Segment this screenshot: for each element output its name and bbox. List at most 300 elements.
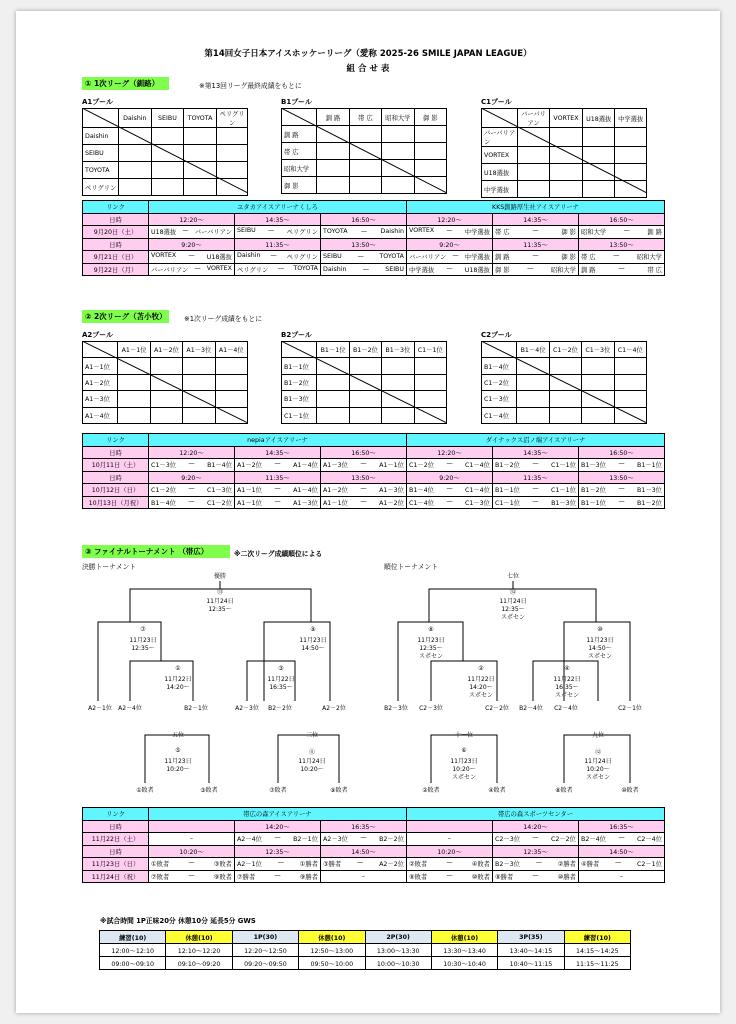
home-team: VORTEX [409,227,435,235]
game-time: 11:35～ [493,238,579,251]
vs-dash: — [194,264,201,272]
home-team: Daishin [237,252,261,260]
game-date: 11月24日 [206,598,234,605]
pool-row-team: A1－3位 [83,391,118,407]
pool-row-team: 御 影 [282,177,317,194]
pool-col-team: C1－3位 [582,342,614,358]
vs-dash: — [362,265,369,273]
away-team: ③敗者 [213,861,232,869]
vs-dash: — [357,859,364,867]
period-time: 14:15～14:25 [564,944,630,957]
rink-header: リンク [83,201,149,214]
bracket-entry: B2－1位 [184,705,208,712]
pool-name: B2プール [281,331,312,339]
pool-col-team: C1－1位 [414,342,446,358]
period-header: 休憩(10) [431,931,497,944]
vs-dash: — [188,252,195,260]
vs-dash: — [188,859,195,867]
pool-col-team: A1－2位 [150,342,182,358]
game-venue: スポセン [451,774,476,781]
game-cell [493,833,579,846]
away-team: バーバリアン [194,229,232,237]
pool-row-team: 昭和大学 [282,160,317,177]
home-team: C1－2位 [409,462,435,470]
home-team: B1－1位 [495,487,520,495]
bracket-entry: A2－2位 [322,705,346,712]
period-header: 休憩(10) [299,931,365,944]
date-header: 日時 [83,845,149,858]
vs-dash: — [277,859,284,867]
game-cell [579,833,665,846]
place-label: 三位 [305,732,318,739]
vs-dash: — [618,497,625,505]
game-cell [149,870,235,883]
home-team: ⑧勝者 [495,873,514,881]
vs-dash: — [188,460,195,468]
away-team: ②勝者 [557,861,576,869]
doc-title: 第14回女子日本アイスホッケーリーグ（愛称 2025-26 SMILE JAPAN LEAGUE） [204,49,532,59]
vs-dash: — [618,264,625,272]
pool-col-team: A1－3位 [183,342,215,358]
vs-dash: — [446,497,453,505]
game-time: 9:20～ [407,238,493,251]
bracket-entry: A2－3位 [235,705,259,712]
home-team: ②敗者 [409,861,428,869]
home-team: C1－3位 [151,462,177,470]
game-venue: スポセン [587,653,612,660]
pool-row-team: B1－4位 [482,358,517,374]
away-team: TOYOTA [379,253,404,261]
game-time: 11:35～ [235,471,321,484]
away-team: A2－2位 [379,861,404,869]
vs-dash: — [274,871,281,879]
venue-name: KKS釧路厚生社アイスアリーナ [407,201,665,214]
game-date: 10月12日（日） [83,484,149,497]
vs-dash: — [446,871,453,879]
away-team: A1－3位 [379,487,404,495]
away-team: A1－2位 [379,499,404,507]
game-number: ⑦ [140,626,146,633]
pool-row-team: VORTEX [482,147,518,164]
away-team: C2－2位 [550,836,576,844]
period-time: 09:20～09:50 [232,957,298,970]
pool-col-team: C1－2位 [549,342,581,358]
game-time: 12:35～ [493,845,579,858]
vs-dash: — [532,460,539,468]
pool-col-team: 昭和大学 [382,109,414,126]
vs-dash: — [268,227,275,235]
game-number: ④ [564,665,570,672]
game-time: 10:20～ [586,766,610,773]
pool-col-team: TOYOTA [184,109,217,128]
away-team: A1－3位 [293,499,318,507]
away-team: 中学選抜 [464,254,490,262]
game-cell [579,858,665,871]
home-team: A2－4位 [237,836,262,844]
period-time: 11:15～11:25 [564,957,630,970]
vs-dash: — [277,264,285,272]
section-2-note: ※1次リーグ成績をもとに [184,315,262,323]
pool-row-team: C1－3位 [482,391,517,407]
section-2-label: ② 2次リーグ（苫小牧） [82,310,169,323]
game-time: 11:35～ [235,238,321,251]
game-date: 11月23日（日） [83,858,149,871]
game-date: 11月24日 [584,758,612,765]
place-label: 十一位 [454,732,473,739]
home-team: ⑦勝者 [237,873,256,881]
game-cell: – [149,833,235,846]
period-time: 09:00～09:10 [100,957,166,970]
home-team: Daishin [323,265,347,273]
vs-dash: — [446,460,453,468]
pool-col-team: 帯 広 [349,109,381,126]
pool-row-team: C1－2位 [482,374,517,390]
game-number: ⑭ [509,589,516,596]
pool-col-team: VORTEX [549,109,582,128]
game-time: 14:35～ [235,446,321,459]
game-date: 11月23日 [129,637,157,644]
game-date: 11月24日 [298,758,326,765]
vs-dash: — [188,871,195,879]
game-time: 16:50～ [579,446,665,459]
game-time: 12:20～ [149,446,235,459]
vs-dash: — [360,485,367,493]
period-header: 練習(10) [100,931,166,944]
home-team: C1－4位 [409,499,435,507]
home-team: U18選抜 [151,229,177,237]
period-header: 1P(30) [232,931,298,944]
game-date: 10月11日（土） [83,459,149,472]
pool-row-team: B1－1位 [282,358,317,374]
game-time: 12:20～ [149,213,235,226]
home-team: 釧 路 [581,266,596,274]
away-team: ペリグリン [286,229,318,237]
vs-dash: — [618,485,625,493]
game-venue: スポセン [500,614,525,621]
home-team: ③勝者 [323,861,342,869]
game-time: 16:50～ [321,213,407,226]
home-team: A1－1位 [237,487,262,495]
vs-dash: — [188,485,195,493]
period-time: 09:10～09:20 [166,957,232,970]
away-team: 中学選抜 [464,229,490,237]
away-team: A1－1位 [379,462,404,470]
game-cell [407,858,493,871]
home-team: A1－2位 [237,462,262,470]
home-team: バーバリアン [151,266,189,274]
empty-time [407,820,493,833]
empty-time [149,820,235,833]
away-team: ⑩敗者 [471,873,490,881]
game-number: ⑬ [216,589,223,596]
game-date: 11月22日 [553,676,581,683]
home-team: B2－4位 [581,836,606,844]
pool-col-team: 御 影 [414,109,446,126]
period-time: 12:50～13:00 [299,944,365,957]
game-cell [235,858,321,871]
game-time: 13:50～ [579,471,665,484]
game-time: 14:35～ [235,213,321,226]
pool-row-team: A1－2位 [83,374,118,390]
home-team: B1－4位 [409,487,434,495]
game-time: 12:35～ [208,606,232,613]
game-time: 10:20～ [452,766,476,773]
section-1-label: ① 1次リーグ（釧路） [82,77,169,90]
rink-header: リンク [83,808,149,821]
pool-name: C2プール [481,331,512,339]
away-team: C1－4位 [464,462,490,470]
venue-name: 帯広の森アイスアリーナ [149,808,407,821]
bracket-entry: C2－1位 [618,705,642,712]
pool-row-team: C1－1位 [282,407,317,423]
vs-dash: — [613,252,620,260]
home-team: SEIBU [323,253,342,261]
period-time: 09:50～10:00 [299,957,365,970]
pool-col-team: 釧 路 [317,109,349,126]
game-cell [321,833,407,846]
away-team: ①勝者 [299,861,318,869]
period-time: 10:40～11:15 [498,957,564,970]
away-team: A1－4位 [293,462,318,470]
pool-row-team: 中学選抜 [482,181,518,198]
vs-dash: — [532,497,539,505]
game-number: ⑪ [308,749,315,756]
vs-dash: — [274,460,281,468]
place-label: 優勝 [213,573,226,580]
home-team: A2－1位 [237,861,262,869]
away-team: B1－4位 [207,462,232,470]
game-time: 14:20～ [166,684,190,691]
home-team: バーバリアン [409,254,447,262]
doc-subtitle: 組 合 せ 表 [346,64,390,74]
game-time: 14:20～ [493,820,579,833]
vs-dash: — [446,227,453,235]
home-team: ①敗者 [151,861,170,869]
home-team: 帯 広 [581,254,596,262]
away-team: C1－3位 [206,487,232,495]
away-team: C1－3位 [464,499,490,507]
home-team: ⑦敗者 [151,873,170,881]
vs-dash: — [360,460,367,468]
game-time: 10:20～ [300,766,324,773]
game-date: 11月24日（祝） [83,870,149,883]
game-venue: スポセン [468,692,493,699]
away-team: B1－1位 [637,462,662,470]
bracket-entry: C2－4位 [554,705,578,712]
vs-dash: — [527,264,534,272]
vs-dash: — [446,264,453,272]
game-date: 9月22日（月） [83,263,149,276]
away-team: ④敗者 [471,861,490,869]
game-time: 16:50～ [579,213,665,226]
home-team: B1－2位 [495,462,520,470]
date-header: 日時 [83,238,149,251]
home-team: B1－1位 [581,499,606,507]
home-team: B1－4位 [151,499,176,507]
vs-dash: — [614,859,622,867]
home-team: B1－3位 [581,462,606,470]
vs-dash: — [623,227,630,235]
vs-dash: — [532,227,539,235]
bracket-entry: ②敗者 [422,787,440,794]
home-team: TOYOTA [323,228,348,236]
game-time: 14:50～ [579,845,665,858]
game-time: 10:20～ [407,845,493,858]
game-time: 9:20～ [149,471,235,484]
bracket-entry: ⑩敗者 [621,787,639,794]
game-venue: スポセン [585,774,610,781]
game-time: 12:35～ [419,645,443,652]
venue-name: ユタカアイスアリーナくしろ [149,201,407,214]
game-cell [493,870,579,883]
bracket-entry: ④敗者 [488,787,506,794]
pool-col-team: B1－3位 [382,342,414,358]
bracket-entry: B2－2位 [268,705,292,712]
pool-col-team: A1－4位 [215,342,247,358]
game-time: 16:35～ [555,684,579,691]
away-team: U18選抜 [206,254,232,262]
vs-dash: — [532,252,539,260]
home-team: C1－2位 [151,487,177,495]
game-date: 11月23日 [450,758,478,765]
game-time: 14:35～ [493,213,579,226]
away-team: 帯 広 [647,266,662,274]
away-team: ⑩勝者 [557,873,576,881]
vs-dash: — [532,871,539,879]
section-1-note: ※第13回リーグ最終成績をもとに [199,82,302,90]
home-team: A1－3位 [323,462,348,470]
game-time: 13:50～ [579,238,665,251]
game-time: 12:20～ [407,213,493,226]
pool-row-team: 帯 広 [282,143,317,160]
vs-dash: — [360,228,368,236]
period-time: 13:30～13:40 [431,944,497,957]
pool-name: B1プール [281,98,312,106]
pool-row-team: バーバリアン [482,128,518,147]
away-team: VORTEX [206,264,232,272]
home-team: A1－1位 [237,499,262,507]
away-team: C2－1位 [636,861,662,869]
away-team: C1－1位 [550,462,576,470]
game-number: ② [478,665,484,672]
date-header: 日時 [83,820,149,833]
period-time: 12:00～12:10 [100,944,166,957]
game-number: ⑩ [597,626,603,633]
pool-row-team: 釧 路 [282,126,317,143]
home-team: 中学選抜 [409,266,435,274]
away-team: ペリグリン [286,254,318,262]
pool-col-team: B1－4位 [517,342,549,358]
pool-col-team: U18選抜 [583,109,615,128]
vs-dash: — [446,485,453,493]
away-team: SEIBU [385,265,404,273]
away-team: B1－3位 [551,499,576,507]
pool-row-team: SEIBU [83,145,119,162]
game-time: 10:20～ [166,766,190,773]
vs-dash: — [446,859,453,867]
game-date: 11月22日 [267,676,295,683]
game-cell [235,870,321,883]
away-team: TOYOTA [293,264,318,272]
schedule-table [82,807,665,883]
game-time: 12:35～ [235,845,321,858]
vs-dash: — [618,834,625,842]
game-time: 16:50～ [321,446,407,459]
game-cell [321,858,407,871]
away-team: C1－2位 [206,499,232,507]
period-time: 12:10～12:20 [166,944,232,957]
home-team: C2－3位 [495,836,521,844]
pool-row-team: A1－4位 [83,407,118,423]
pool-col-team: C1－4位 [614,342,646,358]
venue-name: nepiaアイスアリーナ [149,434,407,447]
away-team: A1－4位 [293,487,318,495]
game-number: ① [175,665,181,672]
game-time: 14:35～ [493,446,579,459]
pool-col-team: バーバリアン [518,109,550,128]
pool-col-team: B1－2位 [349,342,381,358]
game-time: 11:35～ [493,471,579,484]
bracket-entry: ⑨敗者 [330,787,348,794]
game-venue: スポセン [554,692,579,699]
vs-dash: — [274,834,281,842]
game-date: 9月21日（日） [83,251,149,264]
game-number: ⑥ [461,747,467,754]
game-time: 9:20～ [149,238,235,251]
game-time: 14:50～ [321,845,407,858]
pool-row-team: A1－1位 [83,358,118,374]
tournament-a-label: 決勝トーナメント [82,563,137,571]
game-cell [235,833,321,846]
game-cell: – [407,833,493,846]
period-time: 10:00～10:30 [365,957,431,970]
home-team: ④勝者 [581,861,600,869]
home-team: B2－3位 [495,861,520,869]
home-team: ペリグリン [237,266,269,274]
vs-dash: — [188,497,195,505]
game-number: ③ [278,665,284,672]
game-date: 11月24日 [499,598,527,605]
game-time: 16:35～ [321,820,407,833]
pool-row-team: C1－4位 [482,407,517,423]
game-cell [149,858,235,871]
home-team: 帯 広 [495,229,510,237]
pool-col-team: SEIBU [151,109,183,128]
time-table [99,930,631,970]
vs-dash: — [452,252,459,260]
game-time: 14:20～ [469,684,493,691]
pool-col-team: A1－1位 [118,342,150,358]
game-cell [493,858,579,871]
game-time: 16:35～ [269,684,293,691]
period-time: 10:30～10:40 [431,957,497,970]
bracket-entry: B2－3位 [384,705,408,712]
pool-name: A1プール [82,98,113,106]
game-cell: – [321,870,407,883]
document-page [16,11,720,1013]
period-time: 13:40～14:15 [498,944,564,957]
vs-dash: — [535,859,542,867]
away-team: 昭和大学 [550,266,576,274]
game-time: 13:50～ [321,238,407,251]
away-team: 御 影 [561,254,576,262]
away-team: 昭和大学 [636,254,662,262]
bracket-entry: A2－1位 [88,705,112,712]
game-date: 11月23日 [586,637,614,644]
game-time: 14:50～ [588,645,612,652]
venue-name: ダイナックス沼ノ端アイスアリーナ [407,434,665,447]
game-time: 13:50～ [321,471,407,484]
